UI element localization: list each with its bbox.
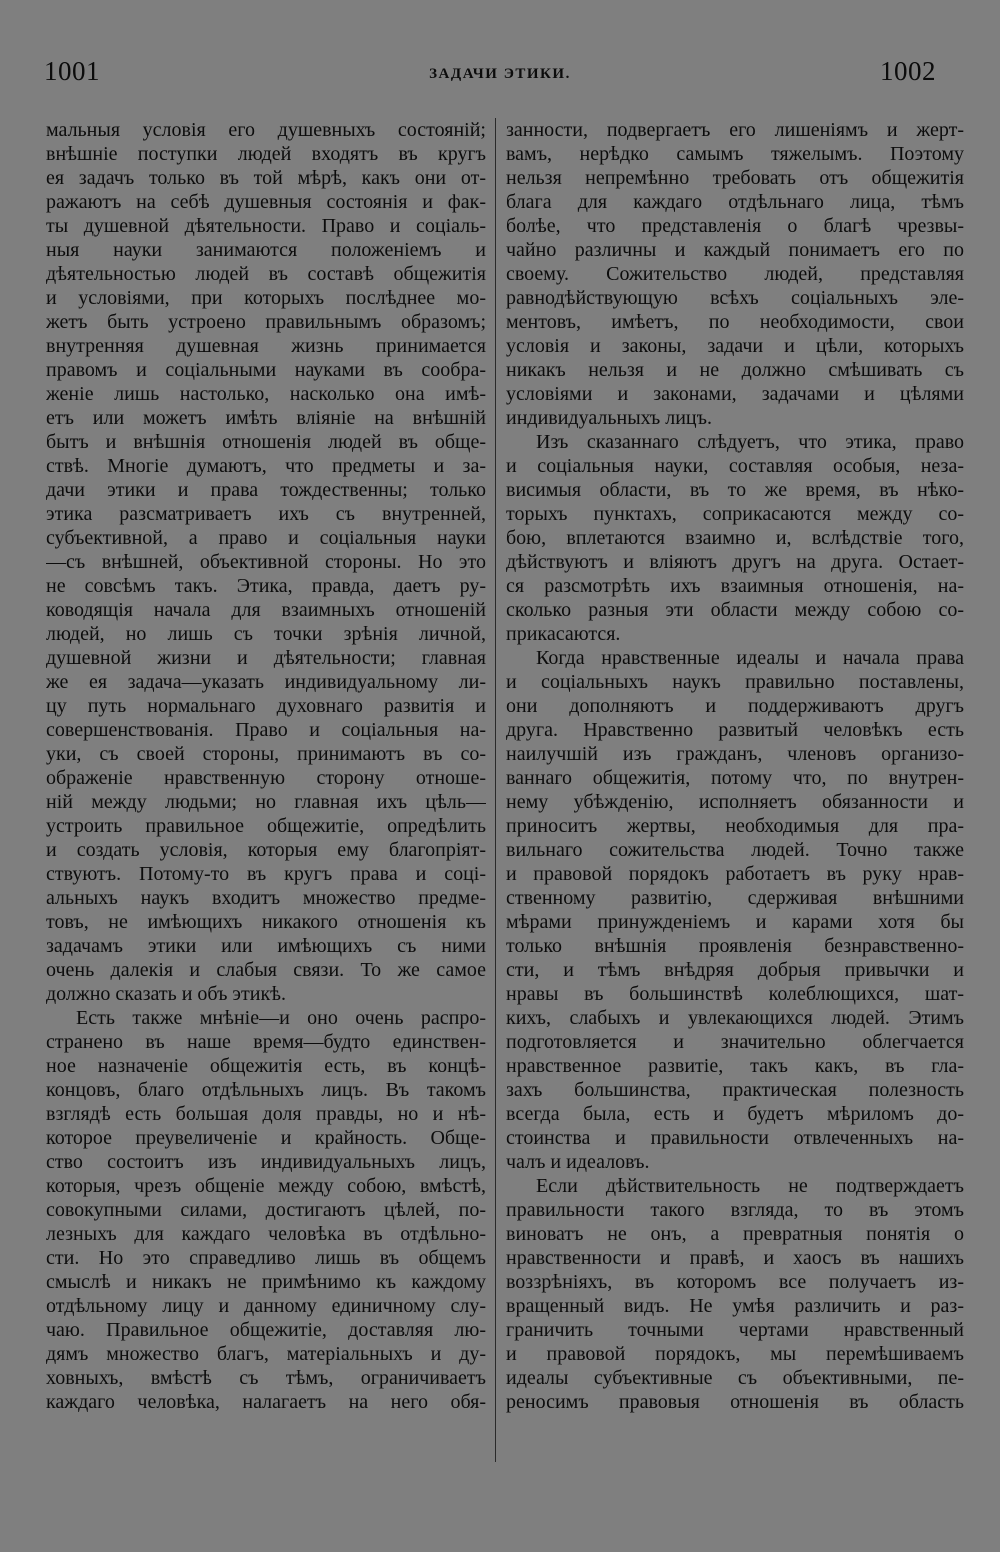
- text-line: отдѣльному лицу и данному единичному слу-: [46, 1295, 486, 1317]
- text-line: дѣятельностью людей въ составѣ общежитія: [46, 263, 486, 285]
- text-line: нему убѣжденію, исполняетъ обязанности и: [506, 791, 964, 813]
- text-line: своему. Сожительство людей, представляя: [506, 263, 964, 285]
- text-line: условіями и законами, задачами и цѣлями: [506, 383, 964, 405]
- text-line: ственному развитію, сдерживая внѣшними: [506, 887, 964, 909]
- text-line: альныхъ наукъ входитъ множество предме-: [46, 887, 486, 909]
- text-line: и создать условія, которыя ему благопріят-: [46, 839, 486, 861]
- text-line: внѣшніе поступки людей входятъ въ кругъ: [46, 143, 486, 165]
- text-line: граничить точными чертами нравственный: [506, 1319, 964, 1341]
- text-line: захъ большинства, практическая полезность: [506, 1079, 964, 1101]
- text-line: совершенствованія. Право и соціальныя на-: [46, 719, 486, 741]
- text-line: ствуютъ. Потому-то въ кругъ права и соці-: [46, 863, 486, 885]
- text-line: ментовъ, имѣетъ, по необходимости, свои: [506, 311, 964, 333]
- text-line: Если дѣйствительность не подтверждаетъ: [536, 1175, 964, 1197]
- text-column-right: [506, 118, 964, 1414]
- text-line: женіе лишь настолько, насколько она имѣ-: [46, 383, 486, 405]
- text-line: нравственное развитіе, такъ какъ, въ гла-: [506, 1055, 964, 1077]
- text-line: занности, подвергаетъ его лишеніямъ и жерт-: [506, 119, 964, 141]
- column-divider: [495, 118, 496, 1462]
- text-line: лезныхъ для каждаго человѣка въ отдѣльно-: [46, 1223, 486, 1245]
- text-line: и правовой порядокъ работаетъ въ руку нрав-: [506, 863, 964, 885]
- text-line: сти. Но это справедливо лишь въ общемъ: [46, 1247, 486, 1269]
- text-line: же ея задача—указать индивидуальному ли-: [46, 671, 486, 693]
- page-number-left: 1001: [44, 56, 100, 86]
- text-line: индивидуальныхъ лицъ.: [506, 407, 712, 429]
- text-line: мальныя условія его душевныхъ состояній;: [46, 119, 486, 141]
- text-line: прикасаются.: [506, 623, 621, 645]
- text-line: и условіями, при которыхъ послѣднее мо-: [46, 287, 486, 309]
- text-line: ты душевной дѣятельности. Право и соціаль-: [46, 215, 486, 237]
- text-line: правомъ и соціальными науками въ сообра-: [46, 359, 486, 381]
- text-line: Когда нравственные идеалы и начала права: [536, 647, 964, 669]
- text-line: ководящія начала для взаимныхъ отношеній: [46, 599, 486, 621]
- text-line: жетъ быть устроено правильнымъ образомъ;: [46, 311, 486, 333]
- text-line: совокупными силами, достигаютъ цѣлей, по-: [46, 1199, 486, 1221]
- text-line: и соціальныхъ наукъ правильно поставлены,: [506, 671, 964, 693]
- text-line: бою, вплетаются взаимно и, вслѣдствіе того,: [506, 527, 964, 549]
- text-line: дѣйствуютъ и вліяютъ другъ на друга. Остает-: [506, 551, 964, 573]
- text-line: бытъ и внѣшнія отношенія людей въ обще-: [46, 431, 486, 453]
- text-line: условія и законы, задачи и цѣли, которыхъ: [506, 335, 964, 357]
- text-line: ство состоитъ изъ индивидуальныхъ лицъ,: [46, 1151, 486, 1173]
- text-line: чалъ и идеаловъ.: [506, 1151, 650, 1173]
- text-line: торыхъ пунктахъ, соприкасаются между со-: [506, 503, 964, 525]
- text-column-left: [46, 118, 486, 1414]
- text-line: мѣрами принужденіемъ и карами хотя бы: [506, 911, 964, 933]
- text-line: друга. Нравственно развитый человѣкъ есть: [506, 719, 964, 741]
- text-line: сколько разныя эти области между собою со-: [506, 599, 964, 621]
- text-line: ствѣ. Многіе думаютъ, что предметы и за-: [46, 455, 486, 477]
- text-line: задачамъ этики или имѣющихъ съ ними: [46, 935, 486, 957]
- text-line: стоинства и правильности отвлеченныхъ на-: [506, 1127, 964, 1149]
- text-line: равнодѣйствующую всѣхъ соціальныхъ эле-: [506, 287, 964, 309]
- text-line: и правовой порядокъ, мы перемѣшиваемъ: [506, 1343, 964, 1365]
- text-line: подготовляется и значительно облегчается: [506, 1031, 964, 1053]
- text-line: виноватъ не онъ, а превратныя понятія о: [506, 1223, 964, 1245]
- text-line: ображеніе нравственную сторону отноше-: [46, 767, 486, 789]
- text-line: болѣе, что представленія о благѣ чрезвы-: [506, 215, 964, 237]
- text-line: ваннаго общежитія, потому что, по внутрен-: [506, 767, 964, 789]
- text-line: наилучшій изъ гражданъ, членовъ организо-: [506, 743, 964, 765]
- text-line: не совсѣмъ такъ. Этика, правда, даетъ ру-: [46, 575, 486, 597]
- text-line: нравственности и правѣ, и хаосъ въ нашихъ: [506, 1247, 964, 1269]
- text-line: концовъ, благо отдѣльныхъ лицъ. Въ такомъ: [46, 1079, 486, 1101]
- text-line: ное назначеніе общежитія есть, въ концѣ-: [46, 1055, 486, 1077]
- text-line: дямъ множество благъ, матеріальныхъ и ду-: [46, 1343, 486, 1365]
- text-line: цу путь нормальнаго духовнаго развитія и: [46, 695, 486, 717]
- text-line: товъ, не имѣющихъ никакого отношенія къ: [46, 911, 486, 933]
- text-line: приноситъ жертвы, необходимыя для пра-: [506, 815, 964, 837]
- text-line: странено въ наше время—будто единствен-: [46, 1031, 486, 1053]
- text-line: идеалы субъективные съ объективными, пе-: [506, 1367, 964, 1389]
- text-line: уки, съ своей стороны, принимаютъ въ со-: [46, 743, 486, 765]
- text-line: кихъ, слабыхъ и увлекающихся людей. Этимъ: [506, 1007, 964, 1029]
- text-line: смыслѣ и никакъ не примѣнимо къ каждому: [46, 1271, 486, 1293]
- text-line: воззрѣніяхъ, въ которомъ все получаетъ из-: [506, 1271, 964, 1293]
- text-line: ній между людьми; но главная ихъ цѣль—: [46, 791, 486, 813]
- running-head-title: ЗАДАЧИ ЭТИКИ.: [429, 66, 571, 82]
- text-line: субъективной, а право и соціальныя науки: [46, 527, 486, 549]
- text-line: ражаютъ на себѣ душевныя состоянія и фак-: [46, 191, 486, 213]
- text-line: дачи этики и права тождественны; только: [46, 479, 486, 501]
- text-line: правильности такого взгляда, то въ этомъ: [506, 1199, 964, 1221]
- page-number-right: 1002: [880, 56, 936, 86]
- text-line: и соціальныя науки, составляя особыя, неза-: [506, 455, 964, 477]
- text-line: людей, но лишь съ точки зрѣнія личной,: [46, 623, 486, 645]
- text-line: всегда была, есть и будетъ мѣриломъ до-: [506, 1103, 964, 1125]
- text-line: висимыя области, въ то же время, въ нѣко-: [506, 479, 964, 501]
- text-line: которое преувеличеніе и крайность. Обще-: [46, 1127, 486, 1149]
- text-line: блага для каждаго отдѣльнаго лица, тѣмъ: [506, 191, 964, 213]
- text-line: должно сказать и объ этикѣ.: [46, 983, 287, 1005]
- text-line: вильнаго сожительства людей. Точно также: [506, 839, 964, 861]
- text-line: устроить правильное общежитіе, опредѣлить: [46, 815, 486, 837]
- text-line: взглядѣ есть большая доля правды, но и нѣ-: [46, 1103, 486, 1125]
- text-line: этика разсматриваетъ ихъ съ внутренней,: [46, 503, 486, 525]
- text-line: вращенный видъ. Не умѣя различить и раз-: [506, 1295, 964, 1317]
- text-line: нравы въ большинствѣ колеблющихся, шат-: [506, 983, 964, 1005]
- text-line: внутренняя душевная жизнь принимается: [46, 335, 486, 357]
- text-line: никакъ нельзя и не должно смѣшивать съ: [506, 359, 964, 381]
- text-line: нельзя непремѣнно требовать отъ общежитія: [506, 167, 964, 189]
- text-line: чаю. Правильное общежитіе, доставляя лю-: [46, 1319, 486, 1341]
- text-line: каждаго человѣка, налагаетъ на него обя-: [46, 1391, 486, 1413]
- text-line: которыя, чрезъ общеніе между собою, вмѣстѣ,: [46, 1175, 486, 1197]
- text-line: только внѣшнія проявленія безнравственно-: [506, 935, 964, 957]
- text-line: душевной жизни и дѣятельности; главная: [46, 647, 486, 669]
- text-line: они дополняютъ и поддерживаютъ другъ: [506, 695, 964, 717]
- text-line: етъ или можетъ имѣть вліяніе на внѣшній: [46, 407, 486, 429]
- text-line: ея задачъ только въ той мѣрѣ, какъ они от-: [46, 167, 486, 189]
- text-line: Изъ сказаннаго слѣдуетъ, что этика, право: [536, 431, 964, 453]
- text-line: реносимъ правовыя отношенія въ область: [506, 1391, 964, 1413]
- text-line: чайно различны и каждый понимаетъ его по: [506, 239, 964, 261]
- text-line: сти, и тѣмъ внѣдряя добрыя привычки и: [506, 959, 964, 981]
- text-line: ныя науки занимаются положеніемъ и: [46, 239, 486, 261]
- text-line: вамъ, нерѣдко самымъ тяжелымъ. Поэтому: [506, 143, 964, 165]
- text-line: —съ внѣшней, объективной стороны. Но это: [46, 551, 486, 573]
- text-line: очень далекія и слабыя связи. То же самое: [46, 959, 486, 981]
- text-line: ся разсмотрѣть ихъ взаимныя отношенія, на-: [506, 575, 964, 597]
- text-line: ховныхъ, вмѣстѣ съ тѣмъ, ограничиваетъ: [46, 1367, 486, 1389]
- text-line: Есть также мнѣніе—и оно очень распро-: [76, 1007, 486, 1029]
